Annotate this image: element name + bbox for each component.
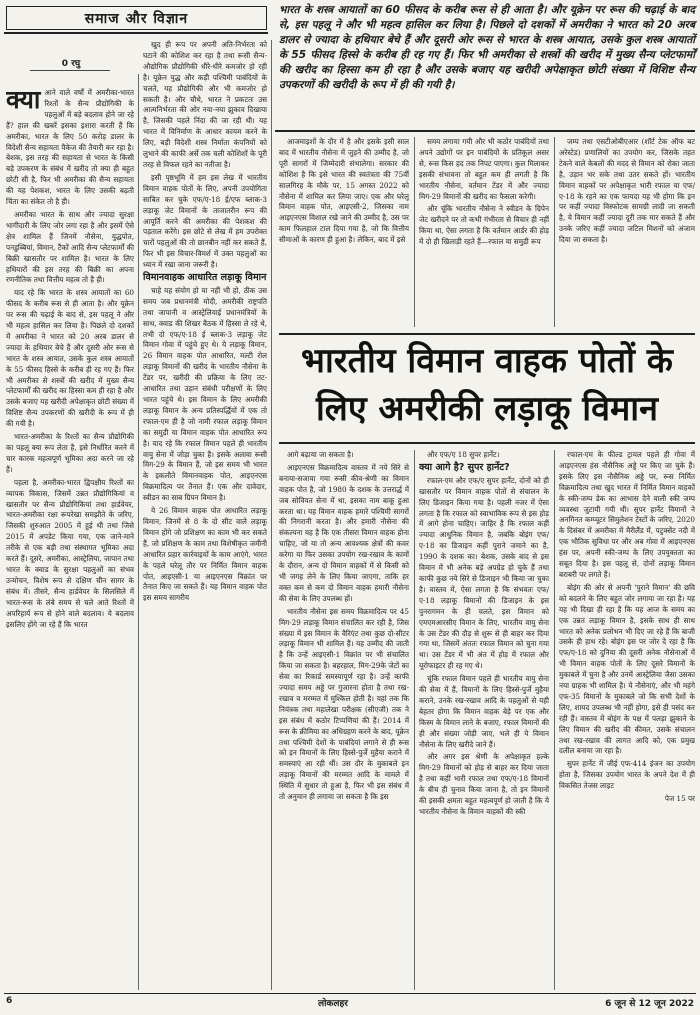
paragraph: रफाल-एम और एफ/ए सुपर हार्नेट, दोनों को ही खासतौर पर विमान वाहक पोतों से संचालन के लिए डिजाइन किया गया है। पहली नजर में ऐसा लगता है कि रफाल को स्वाभाविक रूप से इस होड़ में आगे होना चाहिए। जाहिर है कि रफाल कहीं ज्यादा आधुनिक विमान है, जबकि बोइंग एफ/ए-18 का डिजाइन कहीं पुराने जमाने का है, 1990 के दशक का। बेशक, उसके बाद से इस विमान में भी अनेक बड़े अपग्रेड हो चुके हैं तथा काफी कुछ नये सिरे से डिजाइन भी किया जा चुका है। वास्तव में, ऐसा लगता है कि संभवतः एफ/ए-18 लड़ाकू विमानों की डिजाइन के इस पुनरागमन के ही चलते, इस विमान को एमएमआरसीए विमान के लिए, भारतीय वायु सेना के उस टेंडर की दौड़ से शुरू से ही बाहर कर दिया गया था, जिसमें अंततः रफाल विमान को चुना गया था। उस टेंडर में भी अंत में होड़ में रफाल और यूरोफाइटर ही रह गए थे। [419, 475, 549, 671]
headline-line-1: भारतीय विमान वाहक पोतों के [301, 341, 673, 381]
column-divider [554, 137, 555, 327]
paragraph: बोइंग की ओर से अपनी 'पुराने विमान' की छवि को बदलने के लिए बहुत जोर लगाया जा रहा है। यह यह भी दिखा ही रहा है कि यह आज के समय का एक उन्नत लड़ाकू विमान है, इसके साथ ही साथ भारत को अनेक प्रलोभन भी दिए जा रहे हैं कि बाजी उसके ही हाथ रहे। बोइंग इस पर जोर दे रहा है कि एफ/ए-18 को दुनिया की दूसरी अनेक नौसेनाओं में भी विमान वाहक पोतों के लिए दूसरे विमानों के मुकाबले में चुना है और उनमें आस्ट्रेलिया जैसा उसका नया ग्राहक भी शामिल है। ये नौसेनाएं, और भी महंगे एफ-35 विमानों के मुकाबले जो कि सभी देशों के लिए, शायद उपलब्ध भी नहीं होगा, इसे ही पसंद कर रही हैं। वास्तव में बोइंग के पक्ष में पलड़ा झुकाने के लिए विमान की खरीद की कीमत, उसके संचालन तथा रख-रखाव की लागत आदि को, एक प्रमुख दलील बनाया जा रहा है। [559, 582, 695, 756]
paragraph: याद रहे कि भारत के शस्त्र आयातों का 60 फीसद के करीब रूस से ही आता है। और यूक्रेन पर रूस की चढ़ाई के बाद से, इस पहलू ने और भी महत्व हासिल कर लिया है। पिछले दो दशकों में अमरीका ने भारत को 20 अरब डालर से ज्यादा के हथियार बेचे हैं और दूसरी ओर रूस से भारत के शस्त्र आयात, उसके कुल शस्त्र आयातों के 55 फीसद हिस्से के करीब ही रह गए हैं। फिर भी अमरीका से शस्त्रों की खरीद में मुख्य सैन्य प्लेटफार्मों की खरीद का हिस्सा कम ही रहा है और उसके बजाए यह खरीदी अपेक्षाकृत छोटी संख्या में विशिष्ट सैन्य उपकरणों की खरीदी के रूप में ही की गयी है। [6, 288, 134, 429]
section-title: समाज और विज्ञान [6, 6, 267, 30]
paragraph: और अगर इस श्रेणी के अपेक्षाकृत हल्के मिग-29 विमानों को होड़ से बाहर कर दिया जाता है तथा कहीं भारी रफाल तथा एफ/ए-18 विमानों के बीच ही चुनाव किया जाना है, तो इन विमानों की इसकी क्षमता बहुत महत्वपूर्ण हो जाती है कि ये भारतीय नौसेना के विमान वाहकों की स्की [419, 752, 549, 816]
subheading: विमानवाहक आधारित लड़ाकू विमान [143, 272, 267, 284]
paragraph: रफाल-एम के फील्ड ट्रायल पहले ही गोवा में आइएनएस हंस नौसैनिक अड्डे पर किए जा चुके हैं। इसके लिए इस नौसैनिक अड्डे पर, रूस निर्मित विक्रमादित्य तथा खुद भारत में निर्मित विमान वाहकों के स्की-जम्प डेक का आभास देने वाली स्की जम्प व्यवस्था जुटायी गयी थी। सुपर हार्नेट विमानों ने अनगिनत कम्प्यूटर सिमुलेशन टेस्टों के जरिए, 2020 के दिसंबर में अमरीका में मैरीलैंड में, पटुक्सेंट नदी में एक भौतिक सुविधा पर और अब गोवा में आइएनएस हंस पर, अपनी स्की-जम्प के लिए उपयुक्तता का सबूत दिया है। इस पहलू से, दोनों लड़ाकू विमान बराबरी पर लगते हैं। [559, 450, 695, 579]
article-column-4-top [419, 137, 549, 327]
column-divider [414, 450, 415, 990]
issue-date: 6 जून से 12 जून 2022 [605, 999, 694, 1009]
divider [4, 993, 696, 994]
paragraph: आजमाइशों के दौर में है और इसके इसी साल बाद में भारतीय नौसेना में जुड़ने की उम्मीद है, जो पूरी सागरों में जिम्मेदारी संभालेगा। सरकार की कोशिश है कि इसे भारत की स्वतंत्रता की 75वीं सालगिरह के मौके पर, 15 अगस्त 2022 को नौसेना में शामिल कर लिया जाए। एक और घरेलू विमान वाहक पोत, आइएसी-2, जिसका नाम आइएनएस विशाल रखे जाने की उम्मीद है, उस पर काम फिलहाल टाल दिया गया है, जो कि वित्तीय सीमाओं के कारण ही हुआ है। लेकिन, बाद में इसे [279, 137, 409, 245]
divider [4, 32, 268, 34]
article-column-2 [143, 40, 267, 990]
article-column-1 [6, 88, 134, 990]
divider [275, 130, 695, 132]
article-column-5-top [559, 137, 695, 327]
paragraph: समय लगाया गयी और भी कठोर पाबंदियों तथा अपने उद्योगों पर इन पाबंदियों के प्रतिकूल असर से, रूस किस हद तक निपट पाएगा। कुल मिलाकर इसकी संभावना तो बहुत कम ही लगती है कि भारतीय नौसेना, वर्तमान टेंडर में और ज्यादा मिग-29 विमानों की खरीद का फैसला करेगी। [419, 137, 549, 201]
column-divider [554, 450, 555, 990]
paragraph: आइएनएस विक्रमादित्य वास्तव में नये सिरे से बनाया-सजाया गया रूसी कीव-श्रेणी का विमान वाहक पोत है, जो 1980 के दशक के उत्तरार्द्ध में जब सोवियत सेना में था, इसका नाम बाकू हुआ करता था। यह विमान वाहक हमारे पश्चिमी सागरों की निगरानी करता है। और हमारी नौसेना की संकल्पना यह है कि एक तीसरा विमान वाहक होना चाहिए, जो या तो अन्य आवश्यक क्षेत्रों की कवर करेगा या फिर उसका उपयोग रख-रखाव के कामों के दौरान, अन्य दो विमान वाहकों में से किसी को भी जगह लेने के लिए किया जाएगा, ताकि हर वक्त कम से कम दो विमान वाहक हमारी नौसेना की सेवा के लिए उपलब्ध हों। [279, 462, 409, 603]
publication-name: लोकलहर [318, 999, 348, 1009]
paragraph: अमरीका भारत के साथ और ज्यादा सुरक्षा भागीदारी के लिए जोर लगा रहा है और इसमें ऐसे क्षेत्र शामिल हैं जिनमें नौसेना, युद्धपोत, पनडुब्बियां, विमान, टैंकों आदि सैन्य प्लेटफार्मों की बिक्री खासतौर पर शामिल है। भारत के लिए हथियारों की इस तरह की बिक्री का अपना रणनीतिक तथा वित्तीय महत्व तो है ही। [6, 209, 134, 285]
divider [279, 442, 695, 444]
paragraph: आने वाले वर्षों में अमरीका-भारत रिश्तों के सैन्य प्रौद्योगिकी के पहलुओं में बड़े बदलाव होने जा रहे हैं? हाल की खबरें इसका इशारा करती हैं कि अमरीका, भारत के लिए 50 करोड़ डालर के विदेशी सैन्य सहायता पैकेज की तैयारी कर रहा है। बेशक, इस तरह की सहायता से भारत के किसी बड़े उपकरण के संबंध में खरीद तो क्या ही बहुत छोटी सी है, फिर भी अमरीका की सैन्य सहायता की यह पेशकश, भारत के लिए उसकी बढ़ती चिंता का संकेत तो है ही। [6, 88, 134, 207]
column-divider [414, 137, 415, 327]
paragraph: चाहे यह संयोग हो या नहीं भी हो, ठीक उस समय जब प्रधानमंत्री मोदी, अमरीकी राष्ट्रपति तथा जापानी व आस्ट्रेलियाई प्रधानमंत्रियों के साथ, क्वाड की शिखर बैठक में हिस्सा ले रहे थे, तभी दो एफ/ए-18 ई ब्लाक-3 लड़ाकू जेट विमान गोवा में पहुंचे हुए थे। ये लड़ाकू विमान, 26 विमान वाहक पोत आधारित, मल्टी रोल लड़ाकू विमानों की खरीद के भारतीय नौसेना के टेंडर पर, खरीदी की प्रक्रिया के लिए तट-आधारित तथा उड़ान संबंधी परीक्षणों के लिए भारत पहुंचे थे। इस विमान के लिए अमरीकी लड़ाकू विमान के अन्य प्रतिस्पर्द्धियों में एक तो रफाल-एम ही है जो नामी रफाल लड़ाकू विमान का समुद्री या विमान वाहक पोत आधारित रूप है। याद रहे कि रफाल विमान पहले ही भारतीय वायु सेना में जोड़ा चुका है। इसके अलावा रूसी मिग-29 के विमान हैं, जो इस समय भी भारत के इकलौते विमानवाहक पोत, आइएनएस विक्रमादित्य पर तैनात हैं। एक और दावेदार, स्वीडन का साब ग्रिपन विमान है। [143, 285, 267, 503]
divider [30, 70, 110, 71]
paragraph: चूंकि रफाल विमान पहले ही भारतीय वायु सेना की सेवा में हैं, विमानों के लिए हिस्से-पुर्जे मुहैया कराने, उनके रख-रखाव आदि के पहलुओं से यही बेहतर होगा कि विमान वाहक बेड़े पर एक और किस्म के विमान लाने के बजाए, रफाल विमानों की ही और संख्या जोड़ी जाए, भले ही ये विमान नौसेना के लिए खरीदे जाने हैं। [419, 674, 549, 749]
paragraph: खुद ही रूप पर अपनी अति-निर्भरता को घटाने की कोशिश कर रहा है तथा रूसी सैन्य-औद्योगिक प्रौद्योगिकी धीरे-धीरे कमजोर हो रही है। यूक्रेन युद्ध और कड़ी पश्चिमी पाबंदियों के चलते, यह प्रौद्योगिकी और भी कमजोर हो सकती है। और चौथे, भारत ने प्रकटतः उस आत्मनिर्भरता की ओर नया-नया झुकाव दिखाया है, जिसकी पहले निंदा की जा रही थी। यह भारत में विनिर्माण के आधार कायम करने के लिए, बड़ी विदेशी शस्त्र निर्माता कंपनियों को लुभाने की काफी अर्से तक चली कोशिशों के पूरी तरह से विफल रहने का नतीजा है। [143, 40, 267, 169]
paragraph: भारतीय नौसेना इस समय विक्रमादित्य पर 45 मिग-29 लड़ाकू विमान संचालित कर रही है, जिस संख्या में इस विमान के वैरिएंट तथा कुछ दो-सीटर लड़ाकू विमान भी शामिल हैं। यह उम्मीद की जाती है कि उन्हें आइएसी-1 विक्रांत पर भी संचालित किया जा सकता है। बहरहाल, मिग-29के जेटों का सेवा का रिकार्ड समस्यापूर्ण रहा है। उन्हें काफी ज्यादा समय अड्डे पर गुजारना होता है तथा रख-रखाव व मरम्मत में मुश्किल होती है। यहां तक कि नियंत्रक तथा महालेखा परीक्षक (सीएजी) तक ने इस संबंध में कठोर टिप्पणियां की हैं। 2014 में रूस के क्रीमिया का अधिग्रहण करने के बाद, यूक्रेन तथा पश्चिमी देशों के पाबंदियां लगाने से ही रूस को इन विमानों के लिए हिस्से-पुर्जे मुहैया कराने में समस्याएं आ रही थीं। उस दौर के मुकाबले इन लड़ाकू विमानों की मरम्मत आदि के मामले में स्थिति में सुधार तो हुआ है, फिर भी इस संबंध में तो अनुमान ही लगाया जा सकता है कि इस [279, 606, 409, 802]
paragraph: और चूंकि भारतीय नौसेना ने स्वीडन के ग्रिपेन जेट खरीदने पर तो कभी गंभीरता से विचार ही नहीं किया था, ऐसा लगता है कि वर्तमान आर्डर की होड़ में दो ही खिलाड़ी रहते हैं—रफाल या समुद्री रूप [419, 204, 549, 247]
paragraph: जम्प तथा एसटीओबीएआर (शॉर्ट टेक ऑफ बट अरेस्टेड) प्रणालियों का उपयोग कर, जिसके तहत टेकने वाले केबलों की मदद से विमान को रोका जाता है, उड़ान भर सके तथा उतर सकते हों। भारतीय विमान वाहकों पर अपेक्षाकृत भारी रफाल या एफ/ए-18 के रहने का एक फायदा यह भी होगा कि इन पर कहीं ज्यादा विस्फोटक सामग्री लादी जा सकती है, ये विमान कहीं ज्यादा दूरी तक मार सकते हैं और उनके जरिए कहीं ज्यादा जटिल मिशनों को अंजाम दिया जा सकता है। [559, 137, 695, 245]
column-divider [138, 74, 139, 990]
paragraph: इसी पृष्ठभूमि में हम इस लेख में भारतीय विमान वाहक पोतों के लिए, अपनी उपयोगिता साबित कर चुके एफ/ए-18 ई/एफ ब्लाक-3 लड़ाकू जेट विमानों के ताजातरीन रूप की आपूर्ति करने की अमरीका की पेशकश की पड़ताल करेंगे। इस छोटे से लेख में हम उपरोक्त चारों पहलुओं की तो छानबीन नहीं कर सकते हैं, फिर भी इस विचार-विमर्श में उक्त पहलुओं का ध्यान में रखा जाना जरूरी है। [143, 172, 267, 270]
column-divider [271, 40, 272, 990]
pull-quote: भारत के शस्त्र आयातों का 60 फीसद के करीब रूस से ही आता है। और यूक्रेन पर रूस की चढ़ाई के बाद से, इस पहलू ने और भी महत्व हासिल कर लिया है। पिछले दो दशकों में अमरीका ने भारत को 20 अरब डालर से ज्यादा के हथियार बेचे हैं और दूसरी ओर रूस से भारत के शस्त्र आयात, उसके कुल शस्त्र आयातों के 55 फीसद हिस्से के करीब ही रह गए हैं। फिर भी अमरीका से शस्त्रों की खरीद में मुख्य सैन्य प्लेटफार्मों की खरीद का हिस्सा कम ही रहा है और उसके बजाए यह खरीदी अपेक्षाकृत छोटी संख्या में विशिष्ट सैन्य उपकरणों की खरीदी के रूप में ही की गयी है। [279, 4, 695, 92]
paragraph: सुपर हार्नेट में जीई एफ-414 इंजन का उपयोग होता है, जिसका उपयोग भारत के अपने देश में ही विकसित तेजस लाइट [559, 759, 695, 791]
paragraph: और एफ/ए 18 सुपर हार्नेट। [427, 450, 500, 459]
paragraph: ये 26 विमान वाहक पोत आधारित लड़ाकू विमान, जिनमें से 8 के दो सीट वाले लड़ाकू विमान होंगे जो प्रशिक्षण का काम भी कर सकते हैं, जो प्रशिक्षण के काम तथा विशेषीकृत जमीनी आधारित प्रहार कार्रवाइयों के काम आएंगे, भारत के पहले घरेलू तौर पर निर्मित विमान वाहक पोत, आइएसी-1 या आइएनएस विक्रांत पर तैनात किए जा सकते हैं। यह विमान वाहक पोत इस समय सागरीय [143, 506, 267, 603]
paragraph: आगे बढ़ाया जा सकता है। [287, 450, 354, 459]
article-column-5-bottom [559, 450, 695, 990]
article-column-3-top [279, 137, 409, 327]
subheading: क्या आगे है? सुपर हार्नेट? [419, 461, 510, 473]
drop-cap: क्या [6, 88, 41, 114]
byline: 0 रघु [61, 59, 81, 69]
headline [282, 337, 692, 433]
paragraph: पहला है, अमरीका-भारत द्विपक्षीय रिश्तों का व्यापक विकास, जिसमें उन्नत प्रौद्योगिकियां व खासतौर पर सैन्य प्रौद्योगिकियां तथा हार्डवेयर, भारत-अमरीका रक्षा रूपरेखा समझौते के जरिए, जिसकी शुरुआत 2005 में हुई थी तथा जिसे 2015 में अपडेट किया गया, एक जाने-माने तरीके से एक बड़ी तथा संस्थागत भूमिका अदा करते हैं। दूसरे, अमरीका, आस्ट्रेलिया, जापान तथा भारत के क्वाड के सुरक्षा पहलुओं का संभव उन्मोचन, विशेष रूप से दक्षिण चीन सागर के संबंध में। तीसरे, सैन्य हार्डवेयर के सिलसिले में भारत-रूस के लंबे समय से चले आते रिश्तों में अपरिहार्य रूप से होने वाले बदलाव। ये बदलाव इसलिए होंगे जा रहे हैं कि भारत [6, 477, 134, 629]
page-number: 6 [6, 996, 13, 1006]
divider [279, 333, 695, 335]
paragraph: भारत-अमरीका के रिश्तों का सैन्य प्रौद्योगिकी का पहलू क्या रूप लेता है, इसे निर्धारित करने में चार कारक महत्वपूर्ण भूमिका अदा करने जा रहे हैं। [6, 432, 134, 474]
article-column-4-bottom [419, 450, 549, 990]
headline-line-2: लिए अमरीकी लड़ाकू विमान [316, 389, 658, 429]
article-column-3-bottom [279, 450, 409, 990]
continued-note: पेज 15 पर [664, 794, 695, 804]
